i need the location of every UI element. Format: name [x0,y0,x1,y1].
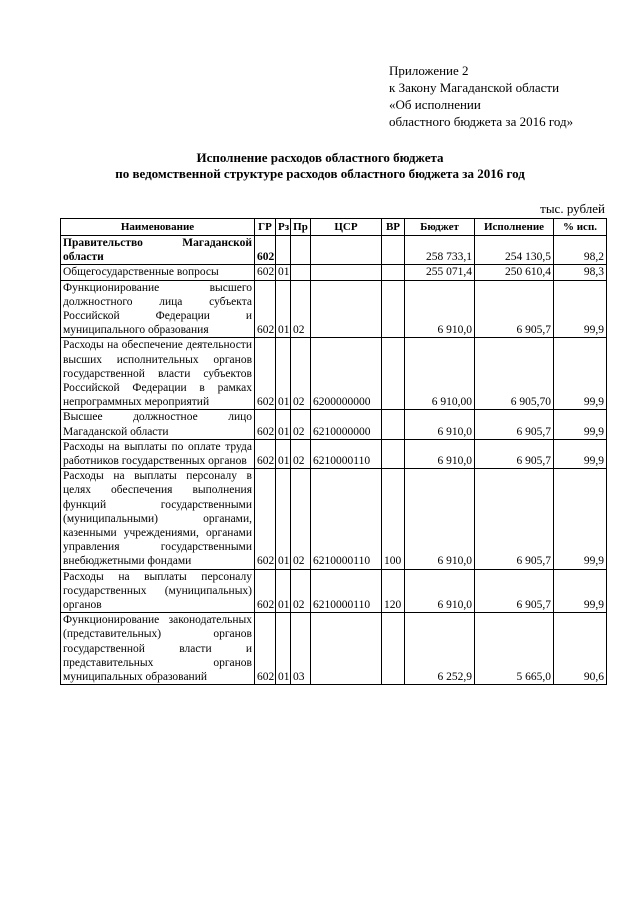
cell-csr: 6210000110 [311,439,382,468]
cell-budget: 6 910,0 [405,569,475,613]
header-rz: Рз [276,219,291,236]
table-row [61,265,607,280]
cell-rz: 01 [276,569,291,613]
cell-pr: 02 [291,280,311,338]
cell-pr: 02 [291,569,311,613]
cell-execution: 6 905,7 [475,280,554,338]
cell-execution: 6 905,7 [475,469,554,569]
cell-rz: 01 [276,469,291,569]
cell-csr: 6210000110 [311,469,382,569]
cell-csr [311,280,382,338]
cell-csr [311,236,382,265]
cell-pr: 03 [291,613,311,685]
cell-rz: 01 [276,613,291,685]
cell-rz: 01 [276,410,291,439]
cell-vr [382,280,405,338]
cell-name: Расходы на выплаты по оплате труда работников государственных органов [61,439,255,468]
table-row [61,410,607,439]
header-execution: Исполнение [475,219,554,236]
cell-execution: 6 905,7 [475,410,554,439]
cell-percent: 99,9 [554,280,607,338]
cell-execution: 250 610,4 [475,265,554,280]
cell-vr [382,338,405,410]
title-line: Исполнение расходов областного бюджета [196,150,444,165]
table-row [61,439,607,468]
title-line: по ведомственной структуре расходов областного бюджета за 2016 год [115,166,525,181]
cell-execution: 6 905,70 [475,338,554,410]
header-pr: Пр [291,219,311,236]
cell-rz [276,236,291,265]
cell-pr: 02 [291,410,311,439]
document-title [0,150,640,182]
header-name: Наименование [61,219,255,236]
table-row [61,280,607,338]
cell-name: Функционирование законодательных (представительных) органов государственной власти и представительных органов муниципальных образований [61,613,255,685]
appendix-line: «Об исполнении [389,97,481,112]
cell-gr: 602 [255,613,276,685]
header-percent: % исп. [554,219,607,236]
cell-csr: 6210000000 [311,410,382,439]
cell-rz: 01 [276,265,291,280]
cell-gr: 602 [255,469,276,569]
appendix-line: к Закону Магаданской области [389,80,560,95]
cell-percent: 99,9 [554,338,607,410]
cell-percent: 99,9 [554,439,607,468]
header-gr: ГР [255,219,276,236]
cell-name: Расходы на обеспечение деятельности высших исполнительных органов государственной власти субъектов Российской Федерации в рамках непрограммных мероприятий [61,338,255,410]
cell-gr: 602 [255,569,276,613]
cell-csr: 6210000110 [311,569,382,613]
cell-rz: 01 [276,280,291,338]
cell-gr: 602 [255,338,276,410]
cell-name: Общегосударственные вопросы [61,265,255,280]
cell-rz: 01 [276,439,291,468]
cell-vr [382,410,405,439]
cell-vr [382,439,405,468]
header-row [61,219,607,236]
cell-execution: 254 130,5 [475,236,554,265]
table-row [61,236,607,265]
cell-pr [291,236,311,265]
cell-execution: 5 665,0 [475,613,554,685]
cell-name: Высшее должностное лицо Магаданской области [61,410,255,439]
budget-table [60,218,607,685]
cell-execution: 6 905,7 [475,439,554,468]
cell-name: Функционирование высшего должностного лица субъекта Российской Федерации и муниципального образования [61,280,255,338]
cell-percent: 90,6 [554,613,607,685]
cell-vr: 120 [382,569,405,613]
cell-vr [382,236,405,265]
cell-percent: 99,9 [554,410,607,439]
cell-gr: 602 [255,410,276,439]
cell-budget: 6 910,0 [405,280,475,338]
header-budget: Бюджет [405,219,475,236]
cell-pr: 02 [291,439,311,468]
table-row [61,469,607,569]
cell-gr: 602 [255,236,276,265]
cell-name: Правительство Магаданской области [61,236,255,265]
cell-budget: 6 252,9 [405,613,475,685]
header-vr: ВР [382,219,405,236]
cell-gr: 602 [255,439,276,468]
appendix-line: областного бюджета за 2016 год» [389,114,574,129]
units-label: тыс. рублей [540,201,605,216]
cell-rz: 01 [276,338,291,410]
cell-name: Расходы на выплаты персоналу в целях обеспечения выполнения функций государственными (муниципальными) органами, казенными учреждениями, органами управления государственными внебюджетными фондами [61,469,255,569]
cell-percent: 99,9 [554,569,607,613]
cell-gr: 602 [255,280,276,338]
cell-percent: 98,3 [554,265,607,280]
cell-percent: 99,9 [554,469,607,569]
cell-budget: 6 910,0 [405,410,475,439]
table-row [61,338,607,410]
cell-budget: 6 910,0 [405,469,475,569]
cell-vr: 100 [382,469,405,569]
table-row [61,569,607,613]
cell-vr [382,265,405,280]
cell-budget: 255 071,4 [405,265,475,280]
table-row [61,613,607,685]
cell-execution: 6 905,7 [475,569,554,613]
cell-budget: 6 910,0 [405,439,475,468]
cell-gr: 602 [255,265,276,280]
appendix-note [389,62,573,130]
cell-vr [382,613,405,685]
cell-pr: 02 [291,338,311,410]
appendix-line: Приложение 2 [389,63,469,78]
cell-name: Расходы на выплаты персоналу государственных (муниципальных) органов [61,569,255,613]
header-csr: ЦСР [311,219,382,236]
cell-budget: 6 910,00 [405,338,475,410]
cell-csr: 6200000000 [311,338,382,410]
cell-budget: 258 733,1 [405,236,475,265]
cell-pr: 02 [291,469,311,569]
cell-pr [291,265,311,280]
cell-csr [311,265,382,280]
cell-percent: 98,2 [554,236,607,265]
cell-csr [311,613,382,685]
